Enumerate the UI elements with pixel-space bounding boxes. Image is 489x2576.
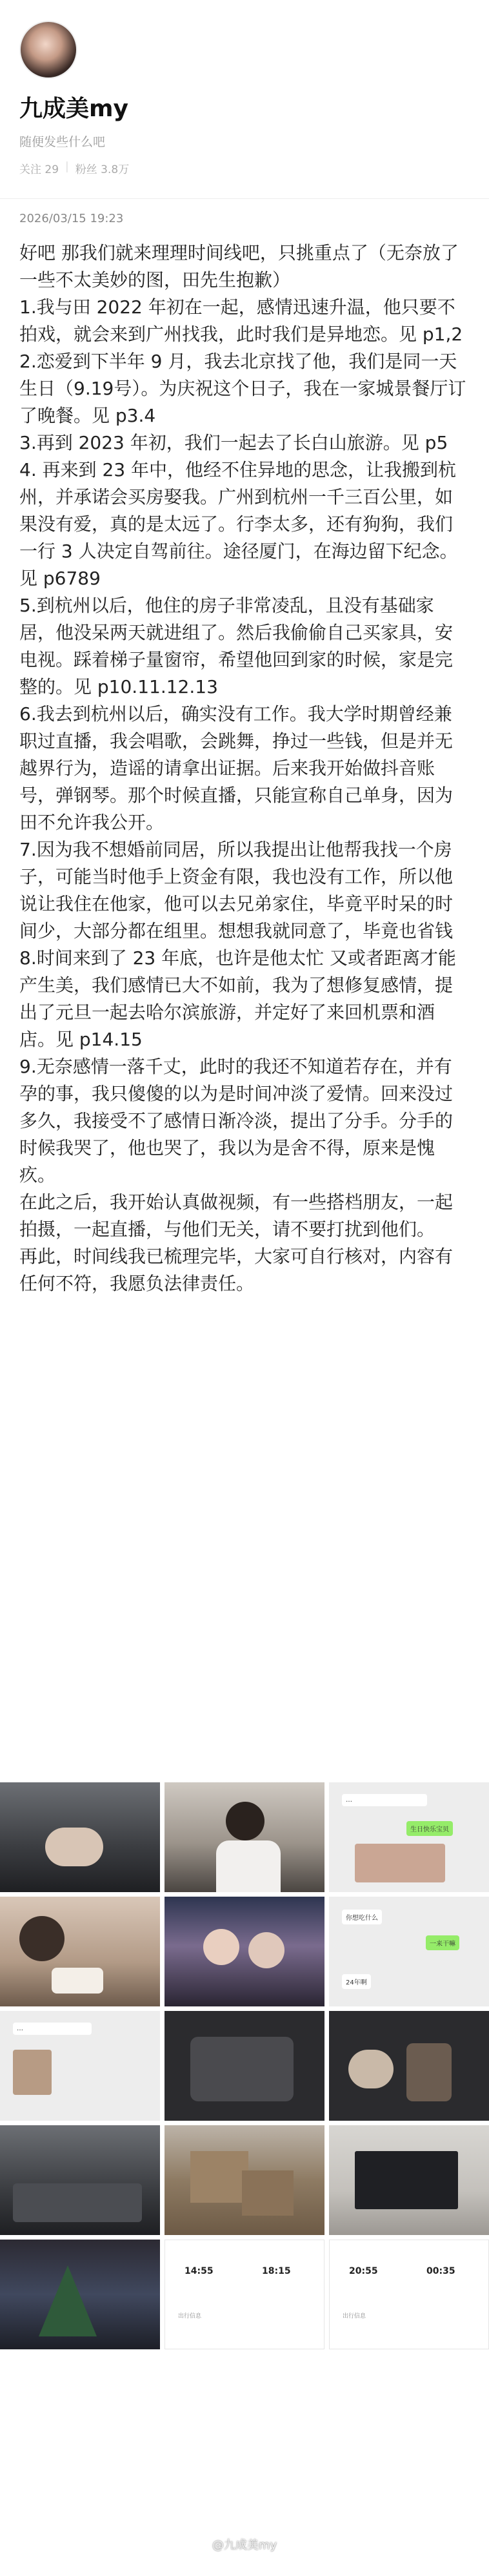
ticket-departure-time: 14:55 — [185, 2266, 214, 2276]
post-paragraph: 1.我与田 2022 年初在一起，感情迅速升温，他只要不拍戏，就会来到广州找我，此时我们是异地恋。见 p1,2 — [19, 296, 463, 345]
photo-couch[interactable] — [0, 1782, 160, 1892]
photo-couple-night[interactable] — [165, 1897, 324, 2006]
profile-header — [0, 0, 489, 176]
post-paragraph: 再此，时间线我已梳理完毕，大家可自行核对，内容有任何不符，我愿负法律责任。 — [19, 1246, 454, 1294]
screenshot-chat-3[interactable] — [0, 2011, 160, 2121]
photo-boxes[interactable] — [165, 2125, 324, 2235]
chat-bubble: … — [342, 1794, 427, 1806]
photo-dog-beach[interactable] — [329, 2011, 489, 2121]
photo-tv-wall[interactable] — [329, 2125, 489, 2235]
chat-bubble: … — [13, 2023, 92, 2035]
screenshot-chat-1[interactable] — [329, 1782, 489, 1892]
chat-bubble-self: 一来干嘛 — [426, 1935, 459, 1950]
screenshot-ticket-2[interactable] — [329, 2240, 489, 2349]
screenshot-ticket-1[interactable] — [165, 2240, 324, 2349]
fans-count[interactable]: 粉丝 3.8万 — [75, 163, 130, 176]
chat-bubble-self: 生日快乐宝贝 — [406, 1821, 453, 1836]
post-paragraph: 2.恋爱到下半年 9 月，我去北京找了他，我们是同一天生日（9.19号）。为庆祝这个日子，我在一家城景餐厅订了晚餐。见 p3.4 — [19, 351, 466, 426]
chat-bubble: 24年啊 — [342, 1974, 371, 1989]
avatar[interactable] — [19, 21, 77, 79]
post-paragraph: 9.无奈感情一落千丈，此时的我还不知道若存在，并有孕的事，我只傻傻的以为是时间冲淡了爱情。回来没过多久，我接受不了感情日渐冷淡，提出了分手。分手的时候我哭了，他也哭了，我以为是舍不得，原来是愧疚。 — [19, 1056, 454, 1186]
post-paragraph: 4. 再来到 23 年中，他经不住异地的思念，让我搬到杭州，并承诺会买房娶我。广州到杭州一千三百公里，如果没有爱，真的是太远了。行李太多，还有狗狗，我们一行 3 人决定自驾前往。途径厦门，在海边留下纪念。见 p6789 — [19, 459, 458, 589]
post-paragraph: 好吧 那我们就来理理时间线吧，只挑重点了（无奈放了一些不太美妙的图，田先生抱歉） — [19, 242, 459, 291]
chat-bubble: 你想吃什么 — [342, 1910, 382, 1924]
stats-separator: | — [65, 160, 69, 173]
post-paragraph: 7.因为我不想婚前同居，所以我提出让他帮我找一个房子，可能当时他手上资金有限，我也没有工作，所以他说让我住在他家，他可以去兄弟家住，毕竟平时呆的时间少，大部分都在组里。想想我就同意了，毕竟也省钱 — [19, 839, 454, 942]
post-paragraph: 在此之后，我开始认真做视频，有一些搭档朋友，一起拍摄，一起直播，与他们无关，请不要打扰到他们。 — [19, 1191, 454, 1240]
post-paragraph: 5.到杭州以后，他住的房子非常凌乱，且没有基础家居，他没呆两天就进组了。然后我偷偷自己买家具，安电视。踩着梯子量窗帘，希望他回到家的时候，家是完整的。见 p10.11.12.13 — [19, 595, 454, 697]
follow-count[interactable]: 关注 29 — [19, 163, 59, 176]
ticket-departure-time: 20:55 — [349, 2266, 378, 2276]
ticket-arrival-time: 18:15 — [262, 2266, 291, 2276]
profile-bio: 随便发些什么吧 — [19, 135, 106, 149]
post-paragraph: 3.再到 2023 年初，我们一起去了长白山旅游。见 p5 — [19, 432, 448, 453]
ticket-label: 出行信息 — [343, 2313, 366, 2320]
post-paragraph: 6.我去到杭州以后，确实没有工作。我大学时期曾经兼职过直播，我会唱歌，会跳舞，挣过一些钱，但是并无越界行为，造谣的请拿出证据。后来我开始做抖音账号，弹钢琴。那个时候直播，只能宣称自己单身，因为田不允许我公开。 — [19, 703, 454, 833]
watermark: @九成美my — [212, 2539, 277, 2552]
photo-dinner[interactable] — [0, 1897, 160, 2006]
post-paragraph: 8.时间来到了 23 年底，也许是他太忙 又或者距离才能产生美，我们感情已大不如前，我为了想修复感情，提出了元旦一起去哈尔滨旅游，并定好了来回机票和酒店。见 p14.15 — [19, 947, 457, 1050]
photo-christmas-tree[interactable] — [0, 2240, 160, 2349]
image-grid — [0, 1782, 489, 2576]
post-body — [0, 225, 489, 1297]
photo-living-room[interactable] — [0, 2125, 160, 2235]
screenshot-chat-2[interactable] — [329, 1897, 489, 2006]
ticket-arrival-time: 00:35 — [426, 2266, 455, 2276]
photo-car-dog[interactable] — [165, 2011, 324, 2121]
profile-stats — [19, 160, 470, 176]
profile-name: 九成美my — [19, 96, 128, 122]
photo-couple-selfie[interactable] — [165, 1782, 324, 1892]
ticket-label: 出行信息 — [178, 2313, 202, 2320]
post-timestamp: 2026/03/15 19:23 — [19, 212, 124, 225]
